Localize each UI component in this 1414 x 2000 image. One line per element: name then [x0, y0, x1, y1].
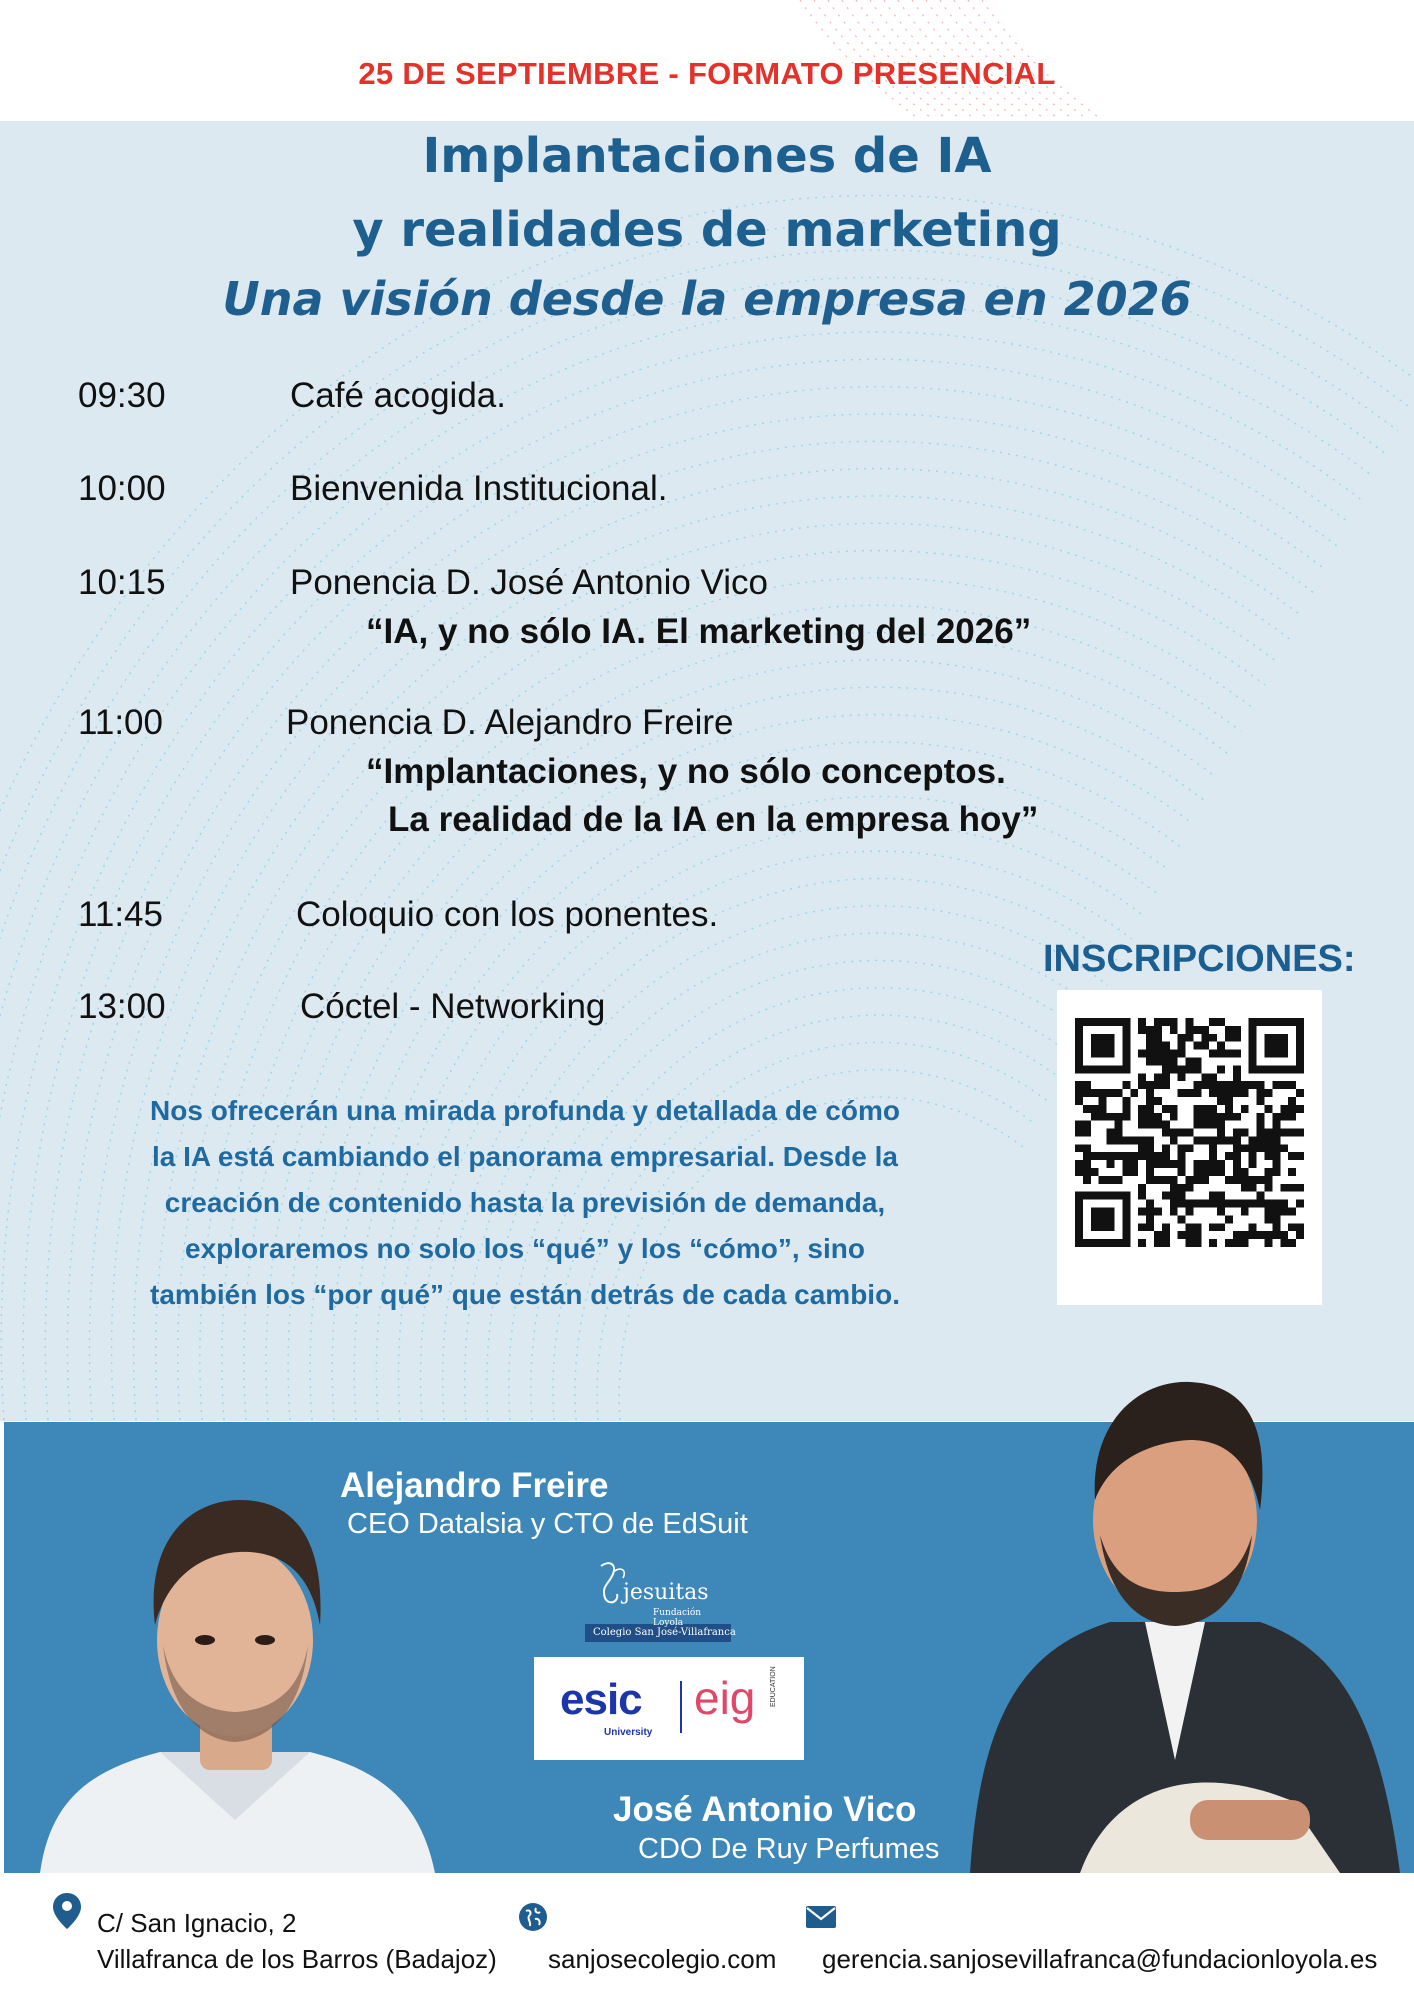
- esic-university: University: [604, 1727, 653, 1738]
- speaker-photo-jose-antonio-vico: [960, 1360, 1400, 1873]
- globe-icon: [518, 1902, 548, 1932]
- summary-line: exploraremos no solo los “qué” y los “cómo”, sino: [185, 1233, 865, 1264]
- event-date-format: 25 DE SEPTIEMBRE - FORMATO PRESENCIAL: [358, 56, 1056, 91]
- jesuitas-org: Fundación Loyola: [653, 1608, 702, 1628]
- agenda-time: 13:00: [78, 987, 166, 1026]
- esic-eig-logo: [534, 1657, 804, 1760]
- jesuitas-logo: [583, 1558, 736, 1648]
- jesuitas-wordmark: jesuitas: [623, 1580, 709, 1605]
- event-summary: [60, 1088, 990, 1318]
- agenda-description: Ponencia D. Alejandro Freire: [286, 703, 734, 742]
- agenda-time: 09:30: [78, 376, 166, 415]
- summary-line: creación de contenido hasta la previsión de demanda,: [164, 1187, 886, 1218]
- agenda-description: Café acogida.: [290, 376, 506, 415]
- address-line-2: Villafranca de los Barros (Badajoz): [97, 1944, 497, 1974]
- registration-qr-code[interactable]: [1057, 990, 1322, 1305]
- speaker-role: CEO Datalsia y CTO de EdSuit: [347, 1508, 748, 1540]
- eig-education: EDUCATION: [770, 1666, 777, 1707]
- agenda-time: 11:45: [78, 895, 163, 934]
- summary-line: Nos ofrecerán una mirada profunda y detallada de cómo: [150, 1095, 900, 1126]
- summary-line: la IA está cambiando el panorama empresarial. Desde la: [152, 1141, 898, 1172]
- logo-divider: [680, 1681, 682, 1733]
- event-title-line-1: Implantaciones de IA: [422, 128, 992, 184]
- agenda-time: 11:00: [78, 703, 163, 742]
- jesuitas-school: Colegio San José-Villafranca: [593, 1627, 736, 1638]
- location-pin-icon: [53, 1893, 81, 1929]
- eig-wordmark: eig: [694, 1672, 756, 1724]
- event-subtitle: Una visión desde la empresa en 2026: [222, 272, 1192, 326]
- agenda-description: Cóctel - Networking: [300, 987, 606, 1026]
- summary-line: también los “por qué” que están detrás de cada cambio.: [150, 1279, 900, 1310]
- qr-code-icon: [1075, 1018, 1304, 1247]
- agenda-time: 10:15: [78, 563, 166, 602]
- speaker-role: CDO De Ruy Perfumes: [638, 1833, 940, 1865]
- address-line-1: C/ San Ignacio, 2: [97, 1908, 297, 1938]
- registration-label: INSCRIPCIONES:: [1043, 938, 1356, 980]
- speaker-name: José Antonio Vico: [613, 1790, 917, 1829]
- talk-title: “IA, y no sólo IA. El marketing del 2026”: [366, 612, 1032, 651]
- website-link[interactable]: sanjosecolegio.com: [548, 1944, 777, 1974]
- event-title-line-2: y realidades de marketing: [352, 202, 1062, 258]
- agenda-time: 10:00: [78, 469, 166, 508]
- talk-title: “Implantaciones, y no sólo conceptos.: [366, 752, 1006, 791]
- agenda-description: Bienvenida Institucional.: [290, 469, 668, 508]
- email-link[interactable]: gerencia.sanjosevillafranca@fundacionloyola.es: [822, 1944, 1378, 1974]
- agenda-description: Ponencia D. José Antonio Vico: [290, 563, 769, 602]
- speaker-name: Alejandro Freire: [340, 1466, 609, 1505]
- talk-title: La realidad de la IA en la empresa hoy”: [388, 800, 1039, 839]
- esic-wordmark: esic: [560, 1675, 642, 1724]
- agenda-description: Coloquio con los ponentes.: [296, 895, 719, 934]
- email-icon: [806, 1906, 836, 1928]
